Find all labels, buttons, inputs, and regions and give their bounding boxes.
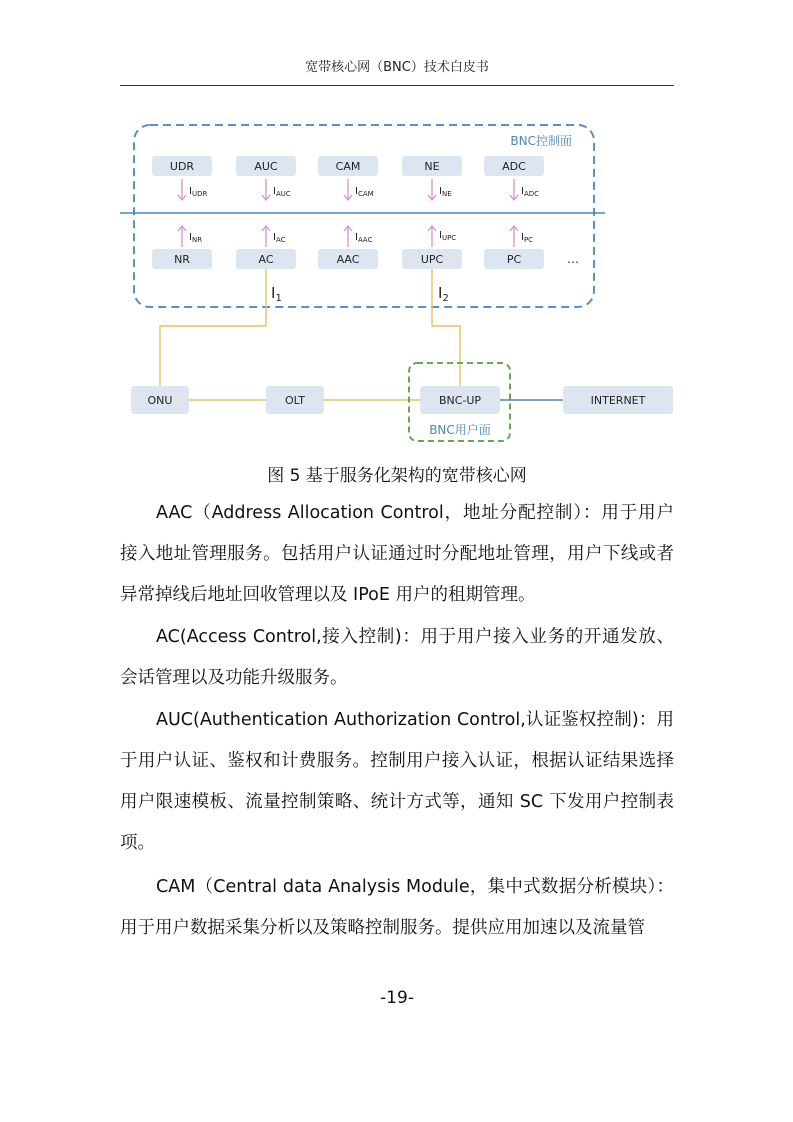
node-onu: [131, 386, 189, 414]
iface-ne: $I_{NE}$: [439, 186, 452, 198]
bnc-architecture-diagram: [0, 0, 793, 460]
iface-auc: $I_{AUC}$: [273, 186, 291, 198]
iface-nr: $I_{NR}$: [189, 232, 203, 244]
page-header: 宽带核心网（BNC）技术白皮书: [305, 60, 489, 75]
control-plane-box: [134, 125, 594, 307]
top-node-label: NE: [424, 160, 440, 173]
iface-i2: $I_2$: [438, 284, 449, 304]
iface-adc: $I_{ADC}$: [521, 186, 540, 198]
iface-upc: $I_{UPC}$: [439, 230, 457, 242]
bottom-node-label: AAC: [336, 253, 360, 266]
node-label: ONU: [147, 394, 173, 407]
yellow-links: [160, 269, 460, 400]
up-arrows: [178, 226, 518, 247]
node-bnc-up: [420, 386, 500, 414]
node-label: INTERNET: [590, 394, 646, 407]
iface-cam: $I_{CAM}$: [355, 186, 374, 198]
top-node-label: AUC: [254, 160, 278, 173]
iface-udr: $I_{UDR}$: [189, 186, 208, 198]
bottom-node-upc: [402, 249, 462, 269]
paragraph-auc: AUC(Authentication Authorization Control,认证鉴权控制)：用于用户认证、鉴权和计费服务。控制用户接入认证，根据认证结果选择用户限速模板、流量控制策略、统计方式等，通知 SC 下发用户控制表项。: [120, 710, 674, 853]
bottom-node-nr: [152, 249, 212, 269]
paragraph-ac: AC(Access Control,接入控制)：用于用户接入业务的开通发放、会话管理以及功能升级服务。: [120, 627, 674, 688]
node-olt: [266, 386, 324, 414]
bottom-node-ac: [236, 249, 296, 269]
user-plane-label: BNC用户面: [429, 423, 491, 437]
paragraph-cam: CAM（Central data Analysis Module，集中式数据分析模块）：用于用户数据采集分析以及策略控制服务。提供应用加速以及流量管: [120, 877, 674, 938]
iface-aac: $I_{AAC}$: [355, 232, 373, 244]
bottom-node-aac: [318, 249, 378, 269]
node-label: BNC-UP: [438, 394, 482, 407]
figure-caption: 图 5 基于服务化架构的宽带核心网: [267, 466, 527, 486]
bottom-node-label: UPC: [420, 253, 444, 266]
top-node-cam: [318, 156, 378, 176]
node-internet: [563, 386, 673, 414]
top-node-auc: [236, 156, 296, 176]
top-node-adc: [484, 156, 544, 176]
bottom-node-label: PC: [506, 253, 522, 266]
iface-pc: $I_{PC}$: [521, 232, 534, 244]
top-node-label: CAM: [335, 160, 361, 173]
node-label: OLT: [285, 394, 305, 407]
top-node-label: ADC: [502, 160, 526, 173]
more-ellipsis: …: [567, 252, 579, 266]
iface-ac: $I_{AC}$: [273, 232, 286, 244]
control-plane-label: BNC控制面: [510, 134, 572, 148]
top-node-ne: [402, 156, 462, 176]
top-node-label: UDR: [169, 160, 195, 173]
iface-i1: $I_1$: [271, 284, 282, 304]
down-arrows: [178, 179, 518, 200]
bottom-node-label: AC: [258, 253, 274, 266]
paragraph-aac: AAC（Address Allocation Control，地址分配控制）：用于用户接入地址管理服务。包括用户认证通过时分配地址管理，用户下线或者异常掉线后地址回收管理以及 IPoE 用户的租期管理。: [120, 503, 674, 605]
bottom-node-pc: [484, 249, 544, 269]
top-node-udr: [152, 156, 212, 176]
page-number: -19-: [380, 988, 414, 1008]
bottom-node-label: NR: [174, 253, 190, 266]
